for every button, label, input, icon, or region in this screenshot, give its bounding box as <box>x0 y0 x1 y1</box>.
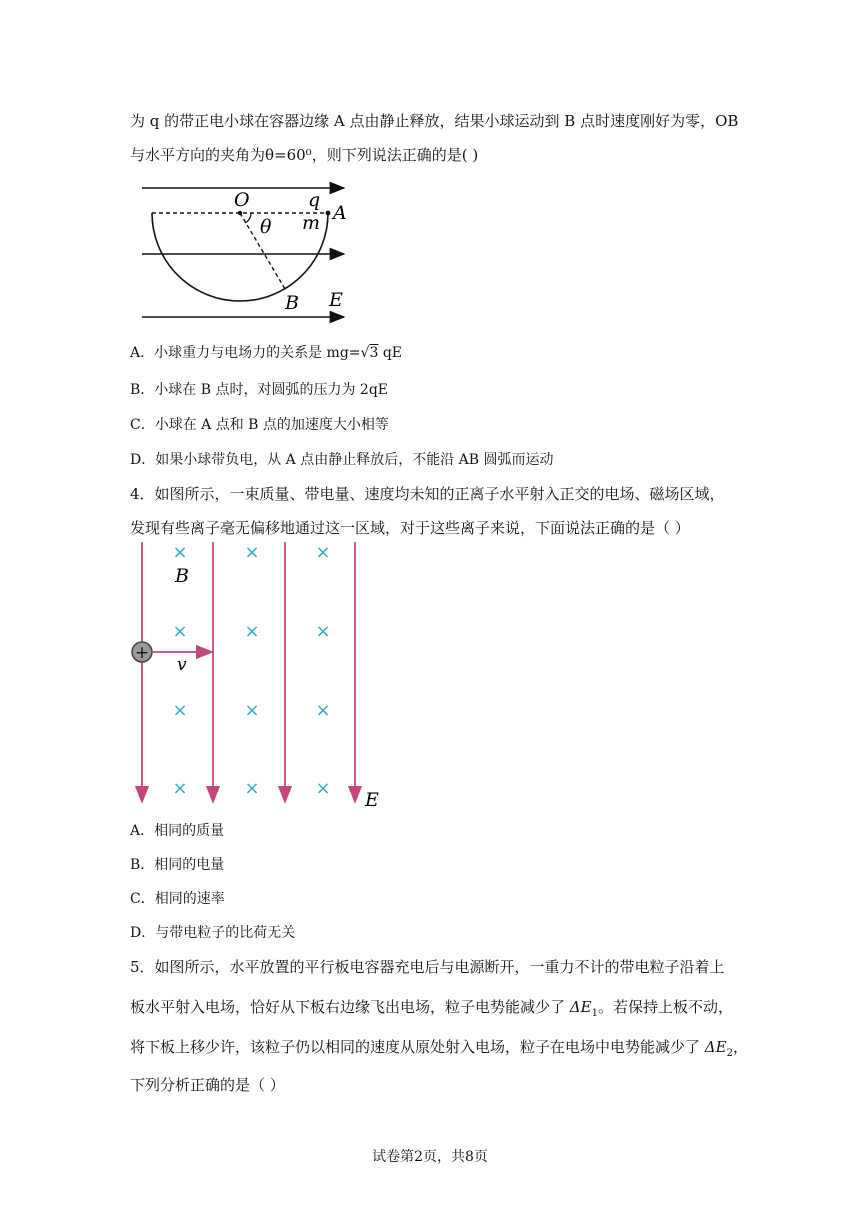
b-field-cross-icon: × <box>315 621 331 642</box>
q3-option-c: C．小球在 A 点和 B 点的加速度大小相等 <box>130 417 389 433</box>
label-m: m <box>302 212 321 234</box>
q4-option-d: D．与带电粒子的比荷无关 <box>130 925 296 941</box>
q4-line-1: 4．如图所示，一束质量、带电量、速度均未知的正离子水平射入正交的电场、磁场区域， <box>130 485 725 503</box>
label-e: E <box>329 289 343 311</box>
q3-option-b: B．小球在 B 点时，对圆弧的压力为 2qE <box>130 382 389 398</box>
q4-option-b: B．相同的电量 <box>130 857 225 873</box>
label-o: O <box>234 189 250 211</box>
q5-line-1: 5．如图所示，水平放置的平行板电容器充电后与电源断开，一重力不计的带电粒子沿着上 <box>130 958 725 976</box>
label-b: B <box>285 292 299 314</box>
b-field-cross-icon: × <box>315 778 331 799</box>
q5-line-2: 板水平射入电场，恰好从下板右边缘飞出电场，粒子电势能减少了 $\Delta E_1$。若保持上板不动， <box>130 998 733 1019</box>
b-field-cross-icon: × <box>244 542 260 563</box>
label-theta: θ <box>260 216 272 238</box>
b-field-cross-icon: × <box>172 621 188 642</box>
q3-line-1: 为 q 的带正电小球在容器边缘 A 点由静止释放，结果小球运动到 B 点时速度刚好为零，OB <box>130 112 739 130</box>
q4-figure <box>125 540 395 812</box>
label-q: q <box>308 189 321 211</box>
q5-line-4: 下列分析正确的是（ ） <box>130 1076 285 1094</box>
b-field-cross-icon: × <box>172 542 188 563</box>
q3-option-d: D．如果小球带负电，从 A 点由静止释放后，不能沿 AB 圆弧而运动 <box>130 452 554 468</box>
b-field-cross-icon: × <box>244 621 260 642</box>
label-a: A <box>333 202 347 224</box>
magnetic-field-crosses <box>172 542 330 799</box>
q3-line-2: 与水平方向的夹角为θ=60⁰，则下列说法正确的是( ) <box>130 146 479 164</box>
ion-plus-sign: + <box>134 643 150 663</box>
b-field-cross-icon: × <box>172 700 188 721</box>
center-o-dot <box>238 211 242 215</box>
page-footer: 试卷第2页，共8页 <box>372 1149 488 1165</box>
q3-option-a: A．小球重力与电场力的关系是 mg=√3 qE <box>130 345 403 361</box>
b-field-cross-icon: × <box>315 700 331 721</box>
b-field-cross-icon: × <box>315 542 331 563</box>
q4-line-2: 发现有些离子毫无偏移地通过这一区域，对于这些离子来说，下面说法正确的是（ ） <box>130 519 690 537</box>
q5-line-3: 将下板上移少许，该粒子仍以相同的速度从原处射入电场，粒子在电场中电势能减少了 $\Delta E_2$， <box>130 1038 748 1059</box>
label-v: v <box>177 655 187 675</box>
b-field-cross-icon: × <box>172 778 188 799</box>
point-a-dot <box>326 211 331 216</box>
angle-arc <box>245 213 251 223</box>
q4-option-c: C．相同的速率 <box>130 891 225 907</box>
q4-option-a: A．相同的质量 <box>130 823 225 839</box>
q3-figure <box>130 176 370 326</box>
b-field-cross-icon: × <box>244 778 260 799</box>
label-b: B <box>175 565 189 587</box>
b-field-cross-icon: × <box>244 700 260 721</box>
label-e: E <box>365 789 379 811</box>
sqrt-symbol: √3 <box>360 345 379 361</box>
